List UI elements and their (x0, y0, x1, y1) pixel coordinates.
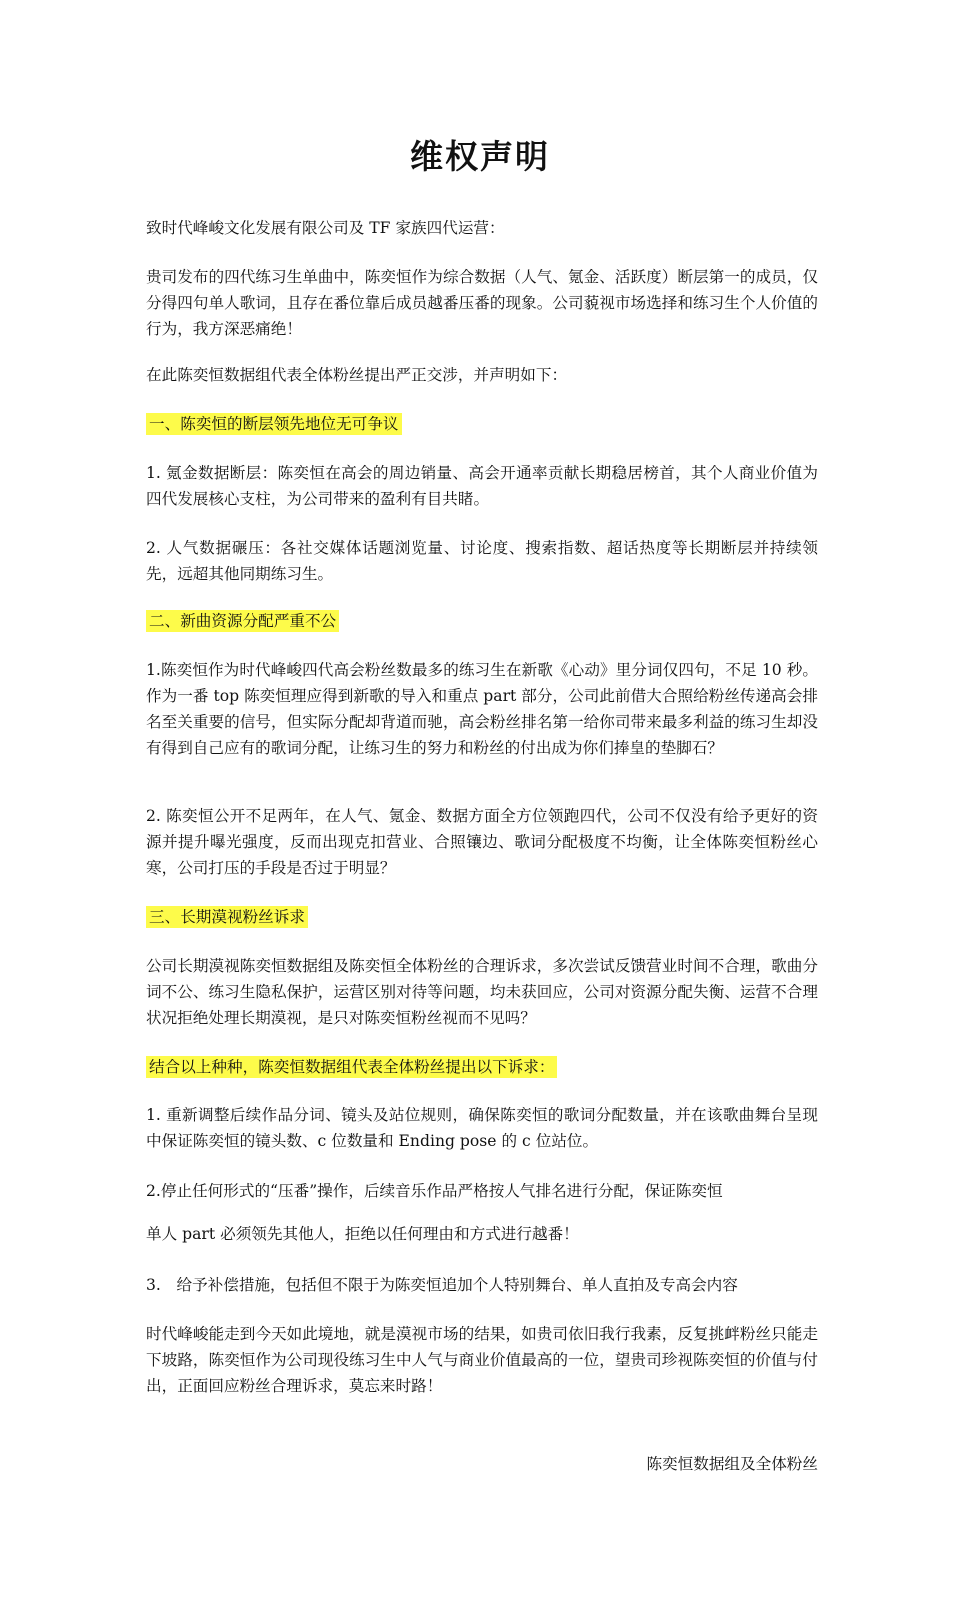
section3-paragraph-1: 公司长期漠视陈奕恒数据组及陈奕恒全体粉丝的合理诉求，多次尝试反馈营业时间不合理，歌曲分词不公、练习生隐私保护，运营区别对待等问题，均未获回应，公司对资源分配失衡、运营不合理状况拒绝处理长期漠视，是只对陈奕恒粉丝视而不见吗？ (146, 957, 818, 1027)
section1-paragraph-1: 1. 氪金数据断层：陈奕恒在高会的周边销量、高会开通率贡献长期稳居榜首，其个人商业价值为四代发展核心支柱，为公司带来的盈利有目共睹。 (146, 464, 818, 508)
section2-paragraph-2: 2. 陈奕恒公开不足两年，在人气、氪金、数据方面全方位领跑四代，公司不仅没有给予更好的资源并提升曝光强度，反而出现克扣营业、合照镶边、歌词分配极度不均衡，让全体陈奕恒粉丝心寒，公司打压的手段是否过于明显？ (146, 807, 818, 877)
highlight-heading-1: 一、陈奕恒的断层领先地位无可争议 (146, 413, 402, 435)
section-heading-3 (146, 904, 818, 930)
section-heading-2 (146, 608, 818, 634)
demand-2-line-2: 单人 part 必须领先其他人，拒绝以任何理由和方式进行越番！ (146, 1225, 579, 1243)
statement-line: 在此陈奕恒数据组代表全体粉丝提出严正交涉，并声明如下： (146, 366, 568, 384)
highlight-heading-2: 二、新曲资源分配严重不公 (146, 610, 339, 632)
section-heading-1 (146, 411, 818, 437)
demands-heading (146, 1054, 818, 1080)
document-title: 维权声明 (410, 137, 550, 176)
section1-paragraph-2: 2. 人气数据碾压：各社交媒体话题浏览量、讨论度、搜索指数、超话热度等长期断层并持续领先，远超其他同期练习生。 (146, 539, 818, 583)
demand-3: 3. 给予补偿措施，包括但不限于为陈奕恒追加个人特别舞台、单人直拍及专高会内容 (146, 1276, 738, 1294)
salutation: 致时代峰峻文化发展有限公司及 TF 家族四代运营： (146, 219, 505, 237)
signature: 陈奕恒数据组及全体粉丝 (646, 1455, 818, 1473)
highlight-demands-heading: 结合以上种种，陈奕恒数据组代表全体粉丝提出以下诉求： (146, 1056, 557, 1078)
demand-2-line-1: 2.停止任何形式的“压番”操作，后续音乐作品严格按人气排名进行分配，保证陈奕恒 (146, 1182, 723, 1200)
closing-paragraph: 时代峰峻能走到今天如此境地，就是漠视市场的结果，如贵司依旧我行我素，反复挑衅粉丝只能走下坡路，陈奕恒作为公司现役练习生中人气与商业价值最高的一位，望贵司珍视陈奕恒的价值与付出，正面回应粉丝合理诉求，莫忘来时路！ (146, 1325, 818, 1395)
demand-1: 1. 重新调整后续作品分词、镜头及站位规则，确保陈奕恒的歌词分配数量，并在该歌曲舞台呈现中保证陈奕恒的镜头数、c 位数量和 Ending pose 的 c 位站位。 (146, 1106, 818, 1150)
intro-paragraph: 贵司发布的四代练习生单曲中，陈奕恒作为综合数据（人气、氪金、活跃度）断层第一的成员，仅分得四句单人歌词，且存在番位靠后成员越番压番的现象。公司藐视市场选择和练习生个人价值的行为，我方深恶痛绝！ (146, 268, 818, 338)
highlight-heading-3: 三、长期漠视粉丝诉求 (146, 906, 308, 928)
section2-paragraph-1: 1.陈奕恒作为时代峰峻四代高会粉丝数最多的练习生在新歌《心动》里分词仅四句，不足 10 秒。作为一番 top 陈奕恒理应得到新歌的导入和重点 part 部分，公司此前借大合照给粉丝传递高会排名至关重要的信号，但实际分配却背道而驰，高会粉丝排名第一给你司带来最多利益的练习生却没有得到自己应有的歌词分配，让练习生的努力和粉丝的付出成为你们捧皇的垫脚石？ (146, 661, 818, 757)
